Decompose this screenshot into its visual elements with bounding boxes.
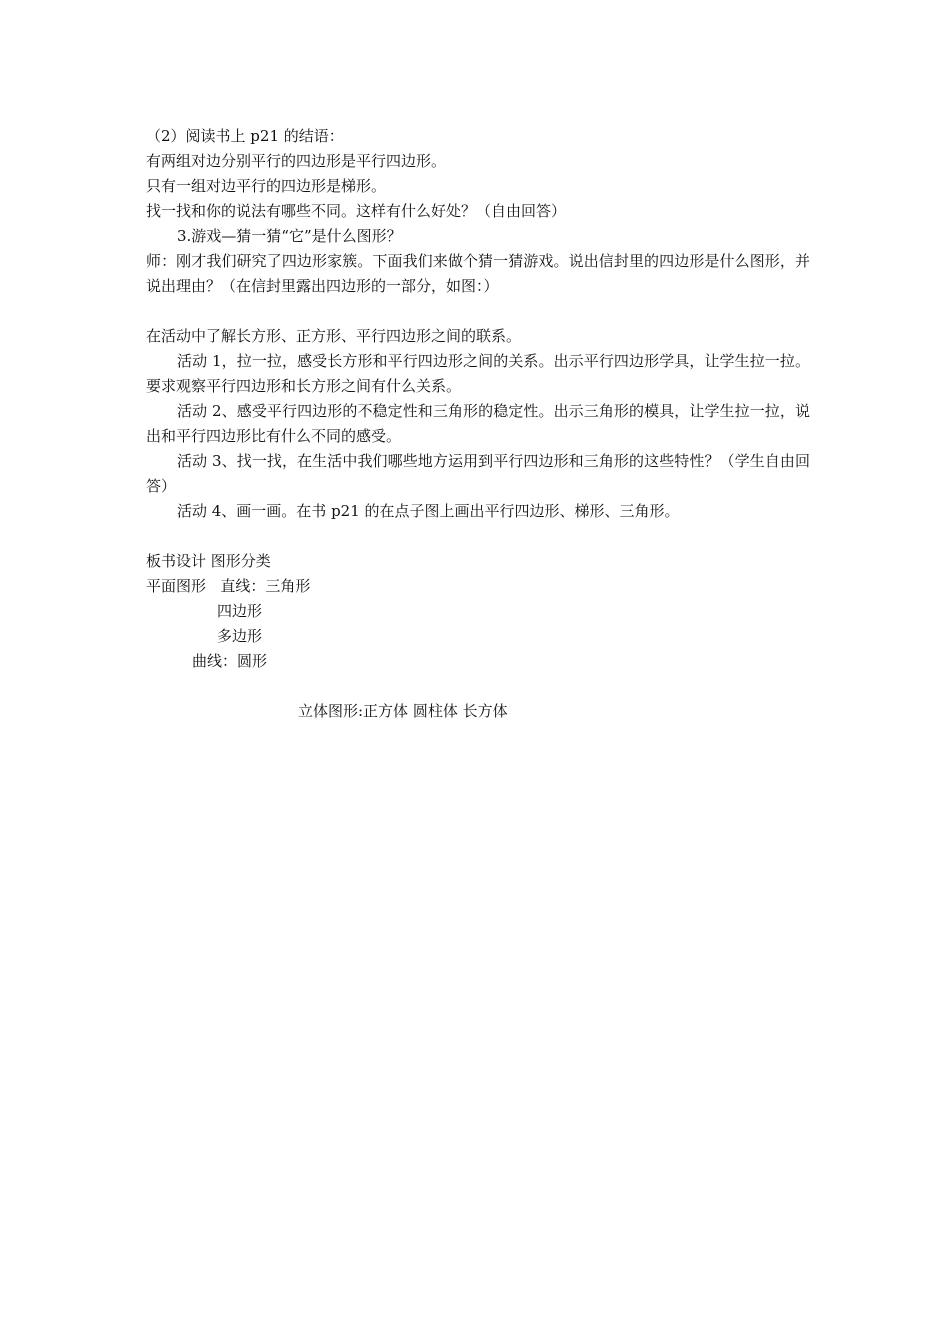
paragraph-activity-4: 活动 4、画一画。在书 p21 的在点子图上画出平行四边形、梯形、三角形。 — [177, 502, 680, 520]
paragraph-activity-intro: 在活动中了解长方形、正方形、平行四边形之间的联系。 — [146, 327, 522, 345]
board-solid: 立体图形:正方体 圆柱体 长方体 — [298, 702, 508, 720]
board-straight-label: 直线：三角形 — [220, 577, 311, 595]
board-poly: 多边形 — [217, 627, 263, 645]
board-plane-label: 平面图形 — [146, 577, 207, 595]
paragraph-teacher-game: 师：刚才我们研究了四边形家簇。下面我们来做个猜一猜游戏。说出信封里的四边形是什么图形，并说出理由？（在信封里露出四边形的一部分，如图：） — [146, 252, 810, 295]
definition-trapezoid: 只有一组对边平行的四边形是梯形。 — [146, 177, 387, 195]
section-game-heading: 3.游戏—猜一猜“它”是什么图形？ — [177, 227, 402, 245]
blank-line — [146, 524, 810, 549]
blank-line — [146, 299, 810, 324]
board-quad: 四边形 — [217, 602, 263, 620]
definition-parallelogram: 有两组对边分别平行的四边形是平行四边形。 — [146, 152, 447, 170]
board-plane-row — [146, 574, 810, 599]
paragraph-read-book: （2）阅读书上 p21 的结语： — [146, 127, 344, 145]
board-design-title: 板书设计 图形分类 — [146, 552, 271, 570]
document-body — [146, 124, 810, 724]
paragraph-compare: 找一找和你的说法有哪些不同。这样有什么好处？（自由回答） — [146, 202, 567, 220]
paragraph-activity-1: 活动 1，拉一拉，感受长方形和平行四边形之间的关系。出示平行四边形学具，让学生拉一拉。要求观察平行四边形和长方形之间有什么关系。 — [146, 352, 810, 395]
board-curve: 曲线：圆形 — [192, 652, 268, 670]
paragraph-activity-2: 活动 2、感受平行四边形的不稳定性和三角形的稳定性。出示三角形的模具，让学生拉一拉，说出和平行四边形比有什么不同的感受。 — [146, 402, 810, 445]
paragraph-activity-3: 活动 3、找一找，在生活中我们哪些地方运用到平行四边形和三角形的这些特性？（学生自由回答） — [146, 452, 810, 495]
blank-line — [146, 674, 810, 699]
